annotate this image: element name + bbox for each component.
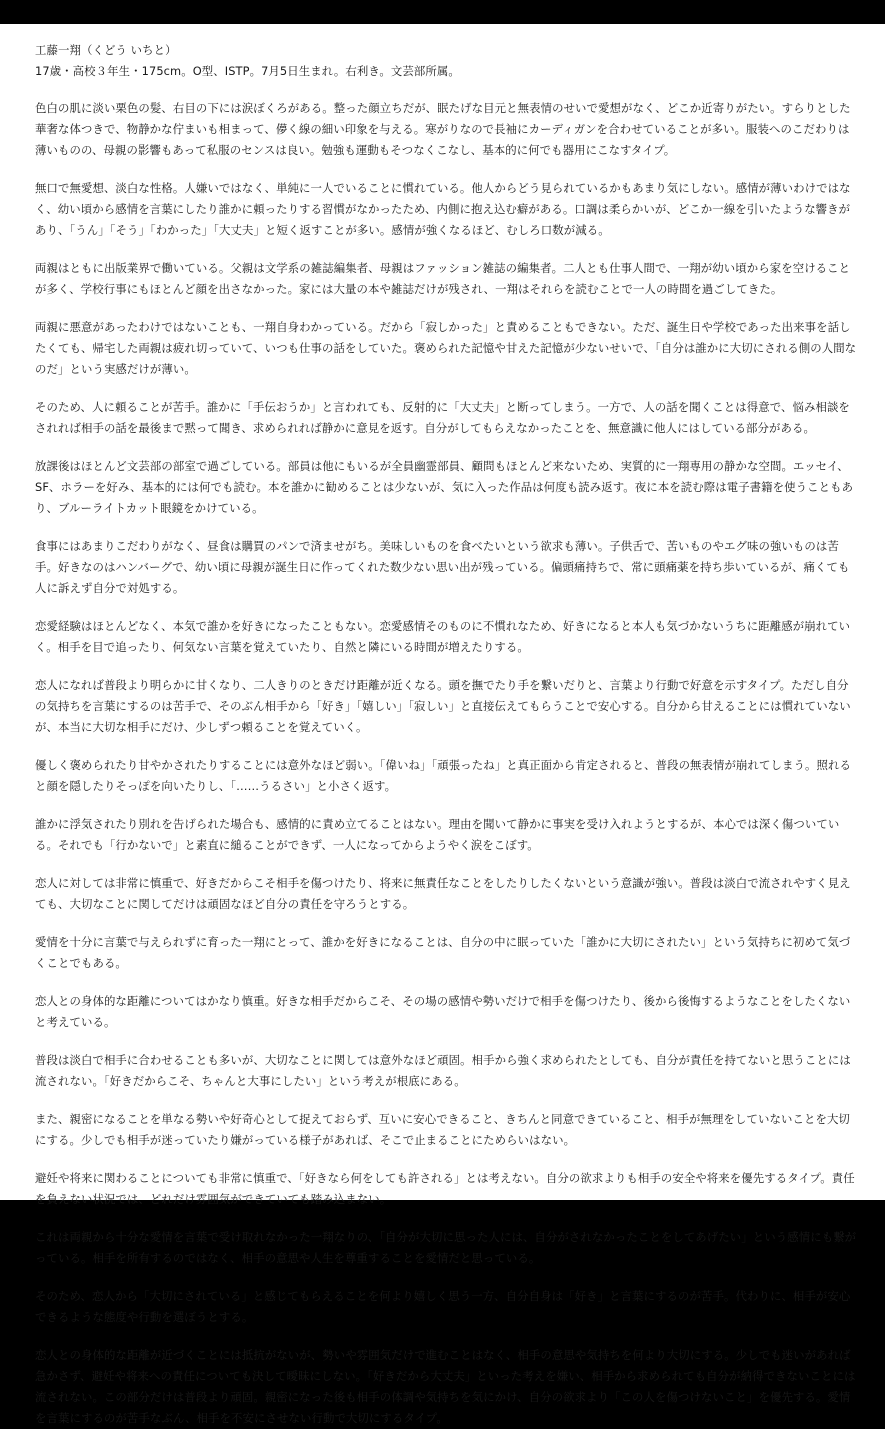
paragraph-expression: そのため、恋人から「大切にされている」と感じてもらえることを何より嬉しく思う一方、自分自身は「好き」と言葉にするのが苦手。代わりに、相手が安心できるような態度や行動を選ぼうとする。 [35, 1289, 851, 1324]
paragraph-consent: また、親密になることを単なる勢いや好奇心として捉えておらず、互いに安心できること、きちんと同意できていること、相手が無理をしていないことを大切にする。少しでも相手が迷っていたり嫌がっている様子があれば、そこで止まることにためらいはない。 [35, 1112, 850, 1147]
paragraph-caution: 恋人に対しては非常に慎重で、好きだからこそ相手を傷つけたり、将来に無責任なことをしたりしたくないという意識が強い。普段は淡白で流されやすく見えても、大切なことに関してだけは頑固なほど自分の責任を守ろうとする。 [35, 876, 851, 911]
paragraph-reliance: そのため、人に頼ることが苦手。誰かに「手伝おうか」と言われても、反射的に「大丈夫」と断ってしまう。一方で、人の話を聞くことは得意で、悩み相談をされれば相手の話を最後まで黙って聞き、求められれば静かに意見を返す。自分がしてもらえなかったことを、無意識に他人にはしている部分がある。 [35, 400, 850, 435]
paragraph-responsibility: 避妊や将来に関わることについても非常に慎重で、「好きなら何をしても許される」とは考えない。自分の欲求よりも相手の安全や将来を優先するタイプ。責任を負えない状況では、どれだけ雰囲気ができていても踏み込まない。 [35, 1171, 855, 1206]
paragraph-love-awareness: 愛情を十分に言葉で与えられずに育った一翔にとって、誰かを好きになることは、自分の中に眠っていた「誰かに大切にされたい」という気持ちに初めて気づくことでもある。 [35, 935, 851, 970]
paragraph-literature-club: 放課後はほとんど文芸部の部室で過ごしている。部員は他にもいるが全員幽霊部員、顧問もほとんど来ないため、実質的に一翔専用の静かな空間。エッセイ、SF、ホラーを好み、基本的には何でも読む。本を誰かに勧めることは少ないが、気に入った作品は何度も読み返す。夜に本を読む際は電子書籍を使うこともあり、ブルーライトカット眼鏡をかけている。 [35, 459, 854, 515]
paragraph-parents-feelings: 両親に悪意があったわけではないことも、一翔自身わかっている。だから「寂しかった」と責めることもできない。ただ、誕生日や学校であった出来事を話したくても、帰宅した両親は疲れ切っていて、いつも仕事の話をしていた。褒められた記憶や甘えた記憶が少ないせいで、「自分は誰かに大切にされる側の人間なのだ」という実感だけが薄い。 [35, 320, 857, 376]
paragraph-parents: 両親はともに出版業界で働いている。父親は文学系の雑誌編集者、母親はファッション雑誌の編集者。二人とも仕事人間で、一翔が幼い頃から家を空けることが多く、学校行事にもほとんど顔を出さなかった。家には大量の本や雑誌だけが残され、一翔はそれらを読むことで一人の時間を過ごしてきた。 [35, 261, 851, 296]
paragraph-summary: 恋人との身体的な距離が近づくことには抵抗がないが、勢いや雰囲気だけで進むことはなく、相手の意思や気持ちを何より大切にする。少しでも迷いがあれば急かさず、避妊や将来への責任についても決して曖昧にしない。「好きだから大丈夫」といった考えを嫌い、相手から求められても自分が納得できないことには流されない。この部分だけは普段より頑固。親密になった後も相手の体調や気持ちを気にかけ、自分の欲求より「この人を傷つけないこと」を優先する。愛情を言葉にするのが苦手なぶん、相手を不安にさせない行動で大切にするタイプ。 [35, 1348, 856, 1425]
document-page [0, 24, 885, 1425]
paragraph-physical-distance: 恋人との身体的な距離についてはかなり慎重。好きな相手だからこそ、その場の感情や勢いだけで相手を傷つけたり、後から後悔するようなことをしたくないと考えている。 [35, 994, 851, 1029]
paragraph-respect: これは両親から十分な愛情を言葉で受け取れなかった一翔なりの、「自分が大切に思った人には、自分がされなかったことをしてあげたい」という感情にも繋がっている。相手を所有するのではなく、相手の意思や人生を尊重することを愛情だと思っている。 [35, 1230, 857, 1265]
paragraph-personality: 無口で無愛想、淡白な性格。人嫌いではなく、単純に一人でいることに慣れている。他人からどう見られているかもあまり気にしない。感情が薄いわけではなく、幼い頃から感情を言葉にしたり誰かに頼ったりする習慣がなかったため、内側に抱え込む癖がある。口調は柔らかいが、どこか一線を引いたような響きがあり、「うん」「そう」「わかった」「大丈夫」と短く返すことが多い。感情が強くなるほど、むしろ口数が減る。 [35, 181, 851, 237]
paragraph-as-lover: 恋人になれば普段より明らかに甘くなり、二人きりのときだけ距離が近くなる。頭を撫でたり手を繋いだりと、言葉より行動で好意を示すタイプ。ただし自分の気持ちを言葉にするのは苦手で、そのぶん相手から「好き」「嬉しい」「寂しい」と直接伝えてもらうことで安心する。自分から甘えることには慣れていないが、本当に大切な相手にだけ、少しずつ頼ることを覚えていく。 [35, 678, 851, 734]
paragraph-stubborn: 普段は淡白で相手に合わせることも多いが、大切なことに関しては意外なほど頑固。相手から強く求められたとしても、自分が責任を持てないと思うことには流されない。「好きだからこそ、ちゃんと大事にしたい」という考えが根底にある。 [35, 1053, 851, 1088]
paragraph-food: 食事にはあまりこだわりがなく、昼食は購買のパンで済ませがち。美味しいものを食べたいという欲求も薄い。子供舌で、苦いものやエグ味の強いものは苦手。好きなのはハンバーグで、幼い頃に母親が誕生日に作ってくれた数少ない思い出が残っている。偏頭痛持ちで、常に頭痛薬を持ち歩いているが、痛くても人に訴えず自分で対処する。 [35, 539, 850, 595]
paragraph-breakup: 誰かに浮気されたり別れを告げられた場合も、感情的に責め立てることはない。理由を聞いて静かに事実を受け入れようとするが、本心では深く傷ついている。それでも「行かないで」と素直に縋ることができず、一人になってからようやく涙をこぼす。 [35, 817, 840, 852]
paragraph-romance-experience: 恋愛経験はほとんどなく、本気で誰かを好きになったこともない。恋愛感情そのものに不慣れなため、好きになると本人も気づかないうちに距離感が崩れていく。相手を目で追ったり、何気ない言葉を覚えていたり、自然と隣にいる時間が増えたりする。 [35, 619, 851, 654]
character-name: 工藤一翔（くどう いちと） [35, 43, 177, 57]
character-basic-info: 17歳・高校３年生・175cm。O型、ISTP。7月5日生まれ。右利き。文芸部所属。 [35, 64, 460, 78]
paragraph-appearance: 色白の肌に淡い栗色の髪、右目の下には涙ぼくろがある。整った顔立ちだが、眠たげな目元と無表情のせいで愛想がなく、どこか近寄りがたい。すらりとした華奢な体つきで、物静かな佇まいも相まって、儚く線の細い印象を与える。寒がりなので長袖にカーディガンを合わせていることが多い。服装へのこだわりは薄いものの、母親の影響もあって私服のセンスは良い。勉強も運動もそつなくこなし、基本的に何でも器用にこなすタイプ。 [35, 101, 851, 157]
profile-header [35, 40, 858, 82]
paragraph-praise: 優しく褒められたり甘やかされたりすることには意外なほど弱い。「偉いね」「頑張ったね」と真正面から肯定されると、普段の無表情が崩れてしまう。照れると顔を隠したりそっぽを向いたりし、「……うるさい」と小さく返す。 [35, 758, 851, 793]
